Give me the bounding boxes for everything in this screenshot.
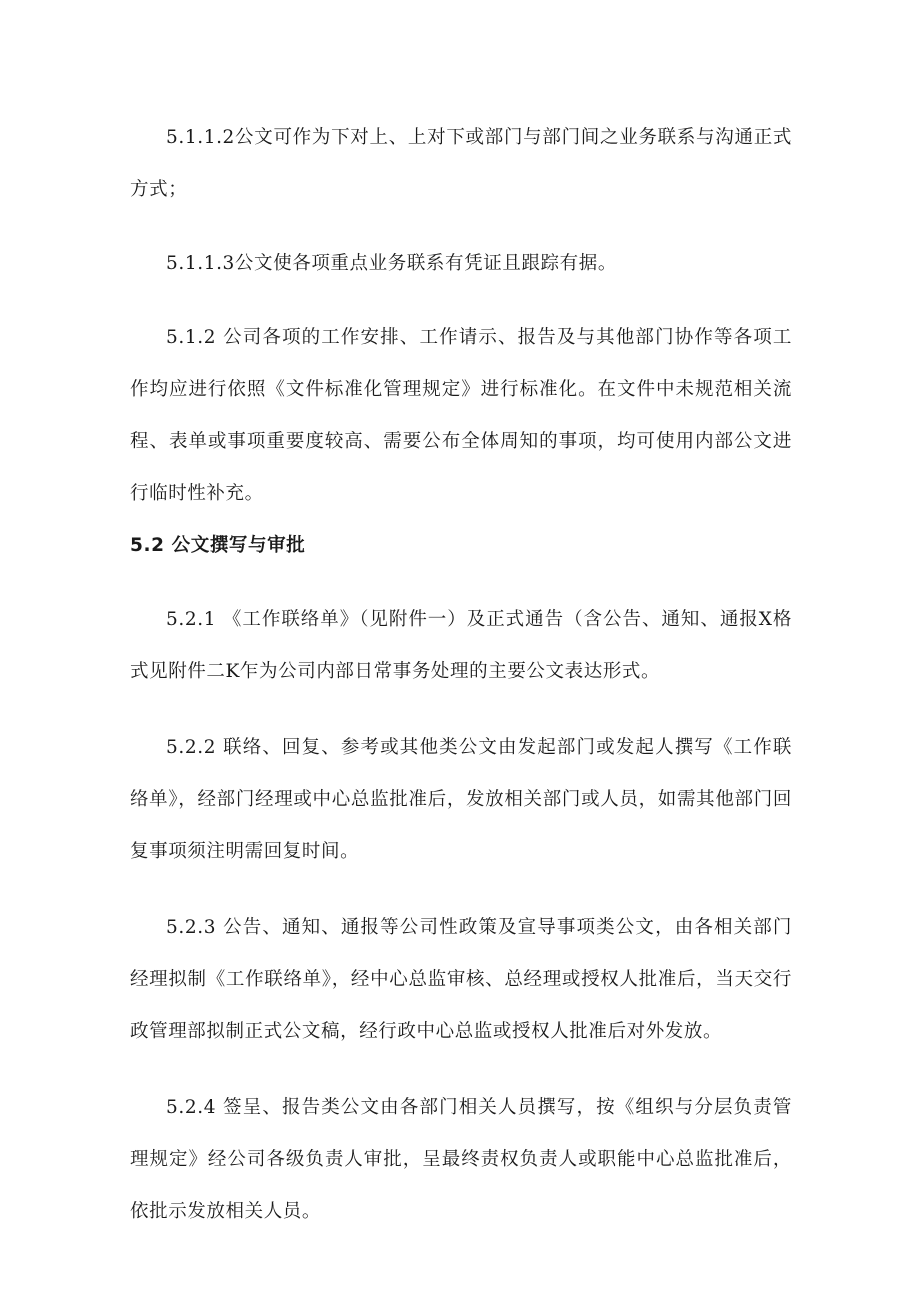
paragraph-5-1-2: 5.1.2 公司各项的工作安排、工作请示、报告及与其他部门协作等各项工作均应进行依照《文件标准化管理规定》进行标准化。在文件中未规范相关流程、表单或事项重要度较高、需要公布全体周知的事项，均可使用内部公文进行临时性补充。: [130, 327, 792, 504]
paragraph-5-1-1-2: 5.1.1.2公文可作为下对上、上对下或部门与部门间之业务联系与沟通正式方式；: [130, 127, 792, 200]
paragraph-5-2-3: 5.2.3 公告、通知、通报等公司性政策及宣导事项类公文，由各相关部门经理拟制《工作联络单》，经中心总监审核、总经理或授权人批准后，当天交行政管理部拟制正式公文稿，经行政中心总监或授权人批准后对外发放。: [130, 917, 792, 1042]
paragraph-5-2-2: 5.2.2 联络、回复、参考或其他类公文由发起部门或发起人撰写《工作联络单》，经部门经理或中心总监批准后，发放相关部门或人员，如需其他部门回复事项须注明需回复时间。: [130, 737, 792, 862]
paragraph-5-2-4: 5.2.4 签呈、报告类公文由各部门相关人员撰写，按《组织与分层负责管理规定》经公司各级负责人审批，呈最终责权负责人或职能中心总监批准后，依批示发放相关人员。: [130, 1097, 792, 1222]
paragraph-5-1-1-3: 5.1.1.3公文使各项重点业务联系有凭证且跟踪有据。: [166, 253, 617, 274]
paragraph-5-2-1: 5.2.1 《工作联络单》（见附件一）及正式通告（含公告、通知、通报X格式见附件二K乍为公司内部日常事务处理的主要公文表达形式。: [130, 609, 792, 682]
section-heading-5-2: 5.2 公文撰写与审批: [130, 535, 306, 556]
